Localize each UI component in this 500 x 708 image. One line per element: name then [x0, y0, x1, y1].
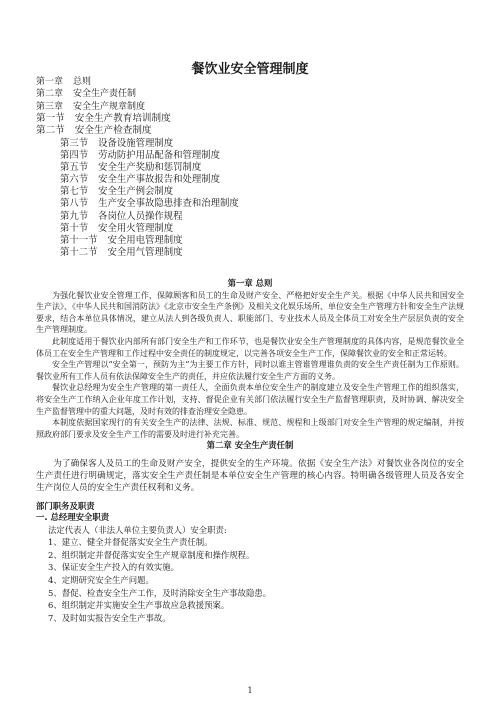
toc-entry — [36, 138, 456, 150]
toc-entry — [36, 235, 456, 247]
toc-entry — [36, 76, 456, 88]
toc-entry-label: 安全生产规章制度 — [73, 101, 146, 112]
toc-entry-number: 第八节 — [60, 198, 89, 210]
toc-entry-label: 各岗位人员操作规程 — [98, 210, 183, 222]
toc-entry-number: 第十节 — [60, 222, 89, 234]
toc-entry-label: 劳动防护用品配备和管理制度 — [98, 149, 221, 161]
toc-entry — [36, 223, 456, 235]
toc-entry-number: 第五节 — [60, 161, 89, 173]
chapter1-paragraph: 为强化餐饮业安全管理工作，保障顾客和员工的生命及财产安全、严格把好安全生产关。根据《中华人民共和国安全生产法》、《中华人民共和国消防法》《北京市安全生产条例》及相关文化娱乐场所、单位安全生产管理方针和安全生产法规要求，结合本单位具体情况，建立从法人到各级负责人、职能部门、专业技术人员及全体员工对安全生产层层负责的安全生产管理制度。 — [36, 290, 464, 335]
toc-entry-label: 安全生产教育培训制度 — [74, 113, 171, 125]
document-body — [36, 278, 464, 624]
chapter1-paragraph: 餐饮业总经理为安全生产管理的第一责任人，全面负责本单位安全生产的制度建立及安全生产管理工作的组织落实，将安全生产工作纳入企业年度工作计划，支持、督促企业有关部门依法履行安全生产监督管理职责，及时协调、解决安全生产监督管理中的重大问题，及时有效的排查治理安全隐患。 — [36, 383, 464, 416]
toc-entry-label: 安全生产事故报告和处理制度 — [98, 174, 221, 186]
toc-entry — [36, 88, 456, 100]
toc-entry-number: 第四节 — [60, 149, 89, 161]
toc-entry-label: 总则 — [73, 77, 92, 87]
toc-entry-label: 安全生产责任制 — [73, 89, 137, 100]
document-title: 餐饮业安全管理制度 — [191, 62, 309, 77]
toc-entry-number: 第九节 — [60, 210, 89, 222]
section-heading: 部门职务及职责 — [36, 500, 95, 511]
toc-entry — [36, 113, 456, 125]
list-item: 6、组织制定并实施安全生产事故应急救援预案。 — [48, 600, 230, 611]
toc-entry-label: 安全生产奖励和惩罚制度 — [98, 161, 202, 173]
list-item: 4、定期研究安全生产问题。 — [48, 575, 154, 586]
toc-entry-number: 第十一节 — [60, 235, 98, 247]
list-item: 3、保证安全生产投入的有效实施。 — [48, 562, 179, 573]
toc-entry-label: 安全用火管理制度 — [98, 222, 174, 234]
page-number: 1 — [247, 686, 253, 695]
toc-entry — [36, 125, 456, 137]
chapter2-paragraph: 为了确保客人及员工的生命及财产安全，提供安全的生产环境。依据《安全生产法》对餐饮业各岗位的安全生产责任进行明确规定，落实安全生产责任制是本单位安全生产管理的核心内容。特明确各级管理人员及各安全生产岗位人员的安全生产责任权利和义务。 — [36, 458, 464, 494]
toc-entry — [36, 186, 456, 198]
toc-entry-label: 生产安全事故隐患排查和治理制度 — [98, 198, 239, 210]
toc-entry — [36, 162, 456, 174]
toc-entry-number: 第二节 — [36, 125, 65, 137]
toc-entry — [36, 198, 456, 210]
toc-entry — [36, 101, 456, 113]
toc-entry-label: 安全生产例会制度 — [98, 186, 174, 198]
chapter1-paragraph: 此制度适用于餐饮业内部所有部门安全生产和工作环节，也是餐饮业安全生产管理制度的具体内容，是规范餐饮业全体员工在安全生产管理和工作过程中安全责任的制度规定，以完善各项安全生产工作，保障餐饮业的安全和正常运转。 — [36, 336, 464, 358]
table-of-contents — [36, 76, 456, 259]
toc-entry-label: 安全用电管理制度 — [107, 235, 183, 247]
toc-entry-number: 第三节 — [60, 137, 89, 149]
list-item: 2、组织制定并督促落实安全生产规章制度和操作规程。 — [48, 549, 255, 560]
chapter1-paragraph: 本制度依据国家现行的有关安全生产的法律、法规、标准、规范、规程和上级部门对安全生产管理的规定编制，并按照政府部门要求及安全生产工作的需要及时进行补充完善。 — [36, 418, 464, 439]
toc-entry — [36, 211, 456, 223]
chapter1-heading: 第一章 总则 — [227, 278, 273, 288]
section-subheading: 一. 总经理安全职责 — [36, 512, 110, 523]
chapter1-paragraph: 安全生产管理以“安全第一，预防为主”为主要工作方针，同时以谁主管谁管理谁负责的安全生产责任制为工作原则。餐饮业所有工作人员有依法保障安全生产的责任，并应依法履行安全生产方面的义务。 — [36, 360, 464, 381]
chapter2-heading: 第二章 安全生产责任制 — [206, 440, 294, 451]
list-item: 5、督促、检查安全生产工作，及时消除安全生产事故隐患。 — [48, 587, 272, 598]
toc-entry-number: 第一节 — [36, 113, 65, 125]
toc-entry-number: 第二章 — [36, 89, 64, 100]
toc-entry — [36, 150, 456, 162]
toc-entry-label: 安全生产检查制度 — [74, 125, 152, 137]
toc-entry-label: 设备设施管理制度 — [98, 137, 174, 149]
list-item: 7、及时如实报告安全生产事故。 — [48, 612, 171, 623]
toc-entry-number: 第三章 — [36, 101, 64, 112]
section-intro: 法定代表人（非法人单位主要负责人）安全职责: — [48, 524, 227, 535]
toc-entry-number: 第六节 — [60, 174, 89, 186]
list-item: 1、建立、健全并督促落实安全生产责任制。 — [48, 537, 213, 548]
toc-entry — [36, 247, 456, 259]
toc-entry — [36, 174, 456, 186]
toc-entry-number: 第一章 — [36, 77, 64, 87]
toc-entry-number: 第十二节 — [60, 247, 98, 259]
toc-entry-label: 安全用气管理制度 — [107, 247, 183, 259]
toc-entry-number: 第七节 — [60, 186, 89, 198]
